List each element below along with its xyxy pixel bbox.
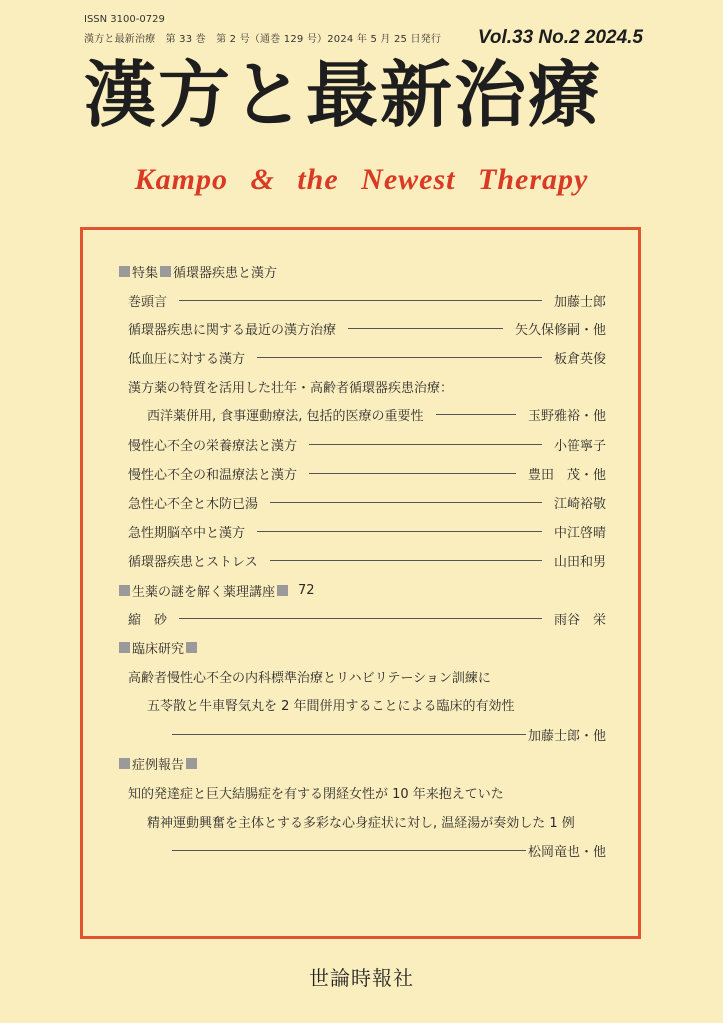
toc-entry xyxy=(172,724,606,744)
entry-author: 加藤士郎 xyxy=(553,294,606,310)
leader-line xyxy=(179,618,542,619)
entry-title: 慢性心不全の和温療法と漢方 xyxy=(128,467,298,483)
toc-entry xyxy=(172,840,606,860)
entry-title: 五苓散と牛車腎気丸を 2 年間併用することによる臨床的有効性 xyxy=(147,698,515,714)
entry-title: 西洋薬併用, 食事運動療法, 包括的医療の重要性 xyxy=(147,408,424,424)
entry-title: 漢方薬の特質を活用した壮年・高齢者循環器疾患治療： xyxy=(128,380,454,396)
leader-line xyxy=(270,560,542,561)
leader-line xyxy=(179,300,542,301)
publication-info: 漢方と最新治療 第 33 巻 第 2 号（通巻 129 号）2024 年 5 月 25 日発行 xyxy=(84,34,442,45)
toc-entry xyxy=(128,608,606,628)
section-heading-pharmacology xyxy=(117,580,315,600)
entry-title: 循環器疾患とストレス xyxy=(128,554,258,570)
toc-entry xyxy=(128,290,606,310)
entry-title: 慢性心不全の栄養療法と漢方 xyxy=(128,438,298,454)
square-marker-icon xyxy=(186,642,197,653)
journal-subtitle: Kampo & the Newest Therapy xyxy=(134,163,589,196)
leader-line xyxy=(309,444,542,445)
toc-entry xyxy=(128,347,606,367)
section-heading-special-feature xyxy=(117,261,277,281)
square-marker-icon xyxy=(160,266,171,277)
entry-title: 巻頭言 xyxy=(128,294,168,310)
series-number: 72 xyxy=(298,582,315,598)
volume-number: Vol.33 No.2 2024.5 xyxy=(477,27,643,48)
issn: ISSN 3100-0729 xyxy=(84,14,165,25)
entry-author: 中江啓晴 xyxy=(553,525,606,541)
section-title: 臨床研究 xyxy=(132,641,185,657)
toc-entry xyxy=(128,434,606,454)
toc-entry xyxy=(147,404,606,424)
entry-author: 矢久保修嗣・他 xyxy=(514,322,606,338)
entry-author: 豊田 茂・他 xyxy=(527,467,606,483)
toc-entry xyxy=(128,521,606,541)
entry-author: 小笹寧子 xyxy=(553,438,606,454)
entry-title: 急性期脳卒中と漢方 xyxy=(128,525,246,541)
toc-entry xyxy=(128,550,606,570)
section-title: 症例報告 xyxy=(132,757,185,773)
entry-author: 雨谷 栄 xyxy=(553,612,606,628)
entry-author: 山田和男 xyxy=(553,554,606,570)
entry-title: 急性心不全と木防已湯 xyxy=(128,496,259,512)
entry-title: 高齢者慢性心不全の内科標準治療とリハビリテーション訓練に xyxy=(128,670,491,686)
leader-line xyxy=(257,357,542,358)
square-marker-icon xyxy=(277,585,288,596)
section-title: 生薬の謎を解く薬理講座 xyxy=(132,584,276,600)
leader-line xyxy=(270,502,542,503)
entry-title: 知的発達症と巨大結腸症を有する閉経女性が 10 年来抱えていた xyxy=(128,786,504,802)
entry-title: 精神運動興奮を主体とする多彩な心身症状に対し, 温経湯が奏効した 1 例 xyxy=(147,815,575,831)
leader-line xyxy=(257,531,542,532)
toc-entry xyxy=(128,318,606,338)
entry-title: 縮 砂 xyxy=(128,612,168,628)
section-title: 循環器疾患と漢方 xyxy=(173,265,278,281)
entry-author: 玉野雅裕・他 xyxy=(527,408,606,424)
entry-author: 加藤士郎・他 xyxy=(527,728,606,744)
square-marker-icon xyxy=(119,642,130,653)
toc-entry xyxy=(128,492,606,512)
leader-line xyxy=(309,473,516,474)
leader-line xyxy=(348,328,503,329)
section-heading-clinical-research xyxy=(117,637,199,657)
journal-title: 漢方と最新治療 xyxy=(84,52,603,137)
square-marker-icon xyxy=(186,758,197,769)
leader-line xyxy=(172,734,526,735)
publisher-name: 世論時報社 xyxy=(309,966,414,990)
toc-entry xyxy=(128,463,606,483)
entry-title: 循環器疾患に関する最近の漢方治療 xyxy=(128,322,337,338)
leader-line xyxy=(172,850,526,851)
entry-author: 板倉英俊 xyxy=(553,351,606,367)
square-marker-icon xyxy=(119,758,130,769)
entry-author: 松岡竜也・他 xyxy=(527,844,606,860)
section-label: 特集 xyxy=(132,265,159,281)
square-marker-icon xyxy=(119,585,130,596)
leader-line xyxy=(436,414,516,415)
entry-author: 江崎裕敬 xyxy=(553,496,606,512)
entry-title: 低血圧に対する漢方 xyxy=(128,351,246,367)
section-heading-case-report xyxy=(117,753,199,773)
square-marker-icon xyxy=(119,266,130,277)
